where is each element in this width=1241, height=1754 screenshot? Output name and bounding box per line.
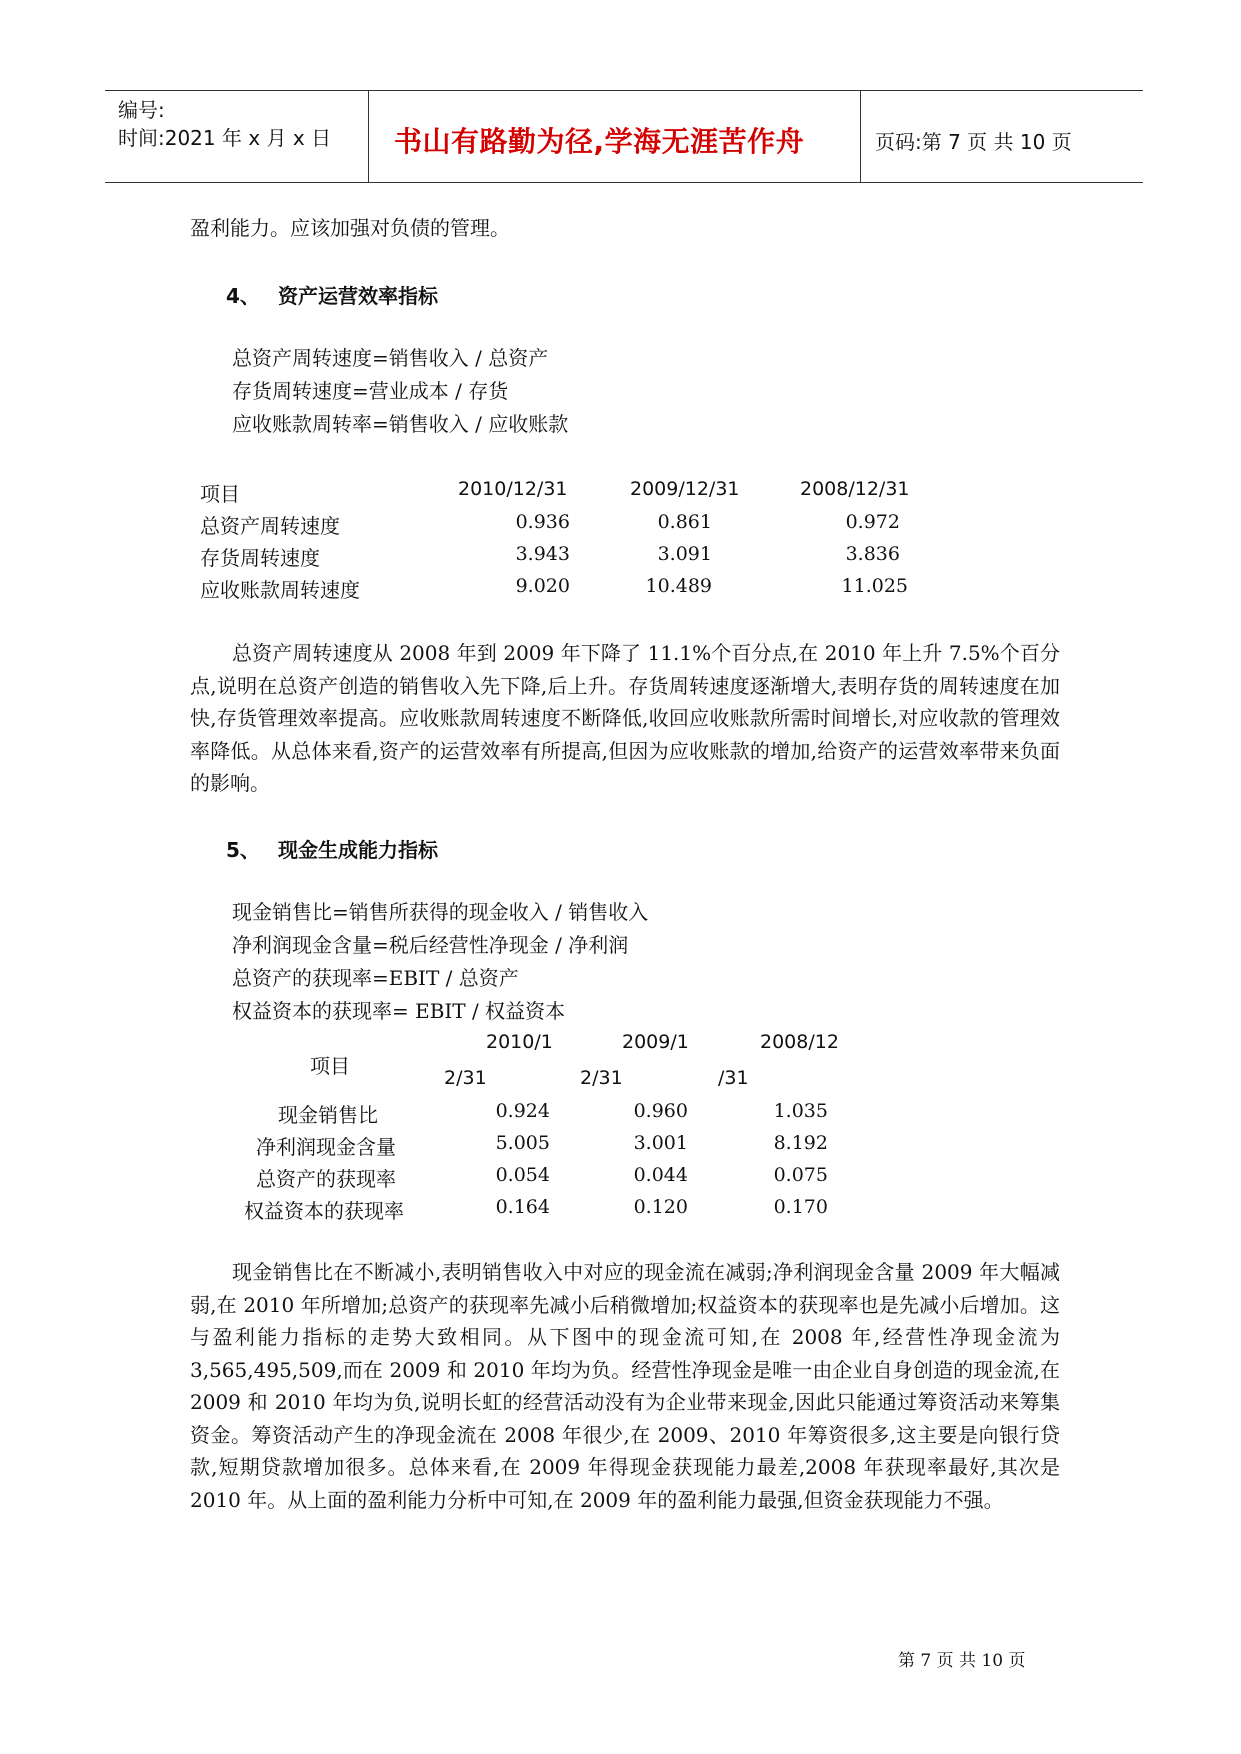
s4-row2-2009: 3.091 — [657, 543, 712, 565]
header-code-label: 编号: — [118, 98, 165, 122]
s5-row2-2010: 5.005 — [495, 1132, 550, 1154]
s5-header-2010-bottom: 2/31 — [444, 1067, 487, 1089]
header-motto: 书山有路勤为径,学海无涯苦作舟 — [394, 125, 805, 158]
section5-formula-4: 权益资本的获现率= EBIT / 权益资本 — [232, 999, 566, 1023]
s4-row3-2010: 9.020 — [515, 575, 570, 597]
s4-row3-2008: 11.025 — [841, 575, 908, 597]
s5-row4-2009: 0.120 — [633, 1196, 688, 1218]
s5-header-2009-bottom: 2/31 — [580, 1067, 623, 1089]
s5-row3-2010: 0.054 — [495, 1164, 550, 1186]
s4-header-item: 项目 — [200, 482, 240, 506]
section5-title: 现金生成能力指标 — [278, 838, 438, 862]
section4-formula-3: 应收账款周转率=销售收入 / 应收账款 — [232, 412, 569, 436]
intro-line: 盈利能力。应该加强对负债的管理。 — [190, 216, 510, 240]
s5-row1-2010: 0.924 — [495, 1100, 550, 1122]
header-bottom-rule — [105, 182, 1143, 183]
section5-formula-2: 净利润现金含量=税后经营性净现金 / 净利润 — [232, 933, 629, 957]
section4-formula-1: 总资产周转速度=销售收入 / 总资产 — [232, 346, 549, 370]
s4-row3-label: 应收账款周转速度 — [200, 578, 360, 602]
header-page-label: 页码:第 7 页 共 10 页 — [875, 130, 1072, 154]
s4-row1-2009: 0.861 — [657, 511, 712, 533]
section5-formula-1: 现金销售比=销售所获得的现金收入 / 销售收入 — [232, 900, 649, 924]
section5-formula-3: 总资产的获现率=EBIT / 总资产 — [232, 966, 519, 990]
page-footer: 第 7 页 共 10 页 — [898, 1651, 1026, 1671]
s4-row2-2010: 3.943 — [515, 543, 570, 565]
s5-row1-2008: 1.035 — [773, 1100, 828, 1122]
s5-row2-2008: 8.192 — [773, 1132, 828, 1154]
s5-row4-2008: 0.170 — [773, 1196, 828, 1218]
section4-paragraph: 总资产周转速度从 2008 年到 2009 年下降了 11.1%个百分点,在 2010 年上升 7.5%个百分点,说明在总资产创造的销售收入先下降,后上升。存货周转速度逐渐增大,表明存货的周转速度在加快,存货管理效率提高。应收账款周转速度不断降低,收回应收账款所需时间增长,对应收款的管理效率降低。从总体来看,资产的运营效率有所提高,但因为应收账款的增加,给资产的运营效率带来负面的影响。 — [190, 641, 1060, 795]
section4-title: 资产运营效率指标 — [278, 284, 438, 308]
section5-paragraph: 现金销售比在不断减小,表明销售收入中对应的现金流在减弱;净利润现金含量 2009 年大幅减弱,在 2010 年所增加;总资产的获现率先减小后稍微增加;权益资本的获现率也是先减小后增加。这与盈利能力指标的走势大致相同。从下图中的现金流可知,在 2008 年,经营性净现金流为 3,565,495,509,而在 2009 和 2010 年均为负。经营性净现金是唯一由企业自身创造的现金流,在 2009 和 2010 年均为负,说明长虹的经营活动没有为企业带来现金,因此只能通过筹资活动来筹集资金。筹资活动产生的净现金流在 2008 年很少,在 2009、2010 年筹资很多,这主要是向银行贷款,短期贷款增加很多。总体来看,在 2009 年得现金获现能力最差,2008 年获现率最好,其次是 2010 年。从上面的盈利能力分析中可知,在 2009 年的盈利能力最强,但资金获现能力不强。 — [190, 1260, 1060, 1512]
header-top-rule — [105, 90, 1143, 91]
s5-header-2008-bottom: /31 — [718, 1067, 749, 1089]
s4-row3-2009: 10.489 — [645, 575, 712, 597]
s4-header-2008: 2008/12/31 — [800, 478, 910, 500]
s4-header-2009: 2009/12/31 — [630, 478, 740, 500]
header-divider-right — [860, 90, 861, 182]
s5-row1-2009: 0.960 — [633, 1100, 688, 1122]
s4-row1-2008: 0.972 — [845, 511, 900, 533]
s5-row3-2009: 0.044 — [633, 1164, 688, 1186]
s5-header-2010-top: 2010/1 — [486, 1031, 553, 1053]
s5-header-item: 项目 — [310, 1054, 350, 1078]
s5-row2-2009: 3.001 — [633, 1132, 688, 1154]
s4-row1-label: 总资产周转速度 — [200, 514, 340, 538]
s5-row1-label: 现金销售比 — [278, 1103, 378, 1127]
section4-number: 4、 — [226, 284, 260, 308]
section4-formula-2: 存货周转速度=营业成本 / 存货 — [232, 379, 509, 403]
s5-row4-2010: 0.164 — [495, 1196, 550, 1218]
s4-row2-2008: 3.836 — [845, 543, 900, 565]
s4-row1-2010: 0.936 — [515, 511, 570, 533]
s4-row2-label: 存货周转速度 — [200, 546, 320, 570]
header-time-label: 时间:2021 年 x 月 x 日 — [118, 126, 332, 150]
s5-header-2009-top: 2009/1 — [622, 1031, 689, 1053]
s4-header-2010: 2010/12/31 — [458, 478, 568, 500]
s5-row3-2008: 0.075 — [773, 1164, 828, 1186]
s5-row2-label: 净利润现金含量 — [256, 1135, 396, 1159]
header-divider-left — [368, 90, 369, 182]
section5-number: 5、 — [226, 838, 260, 862]
s5-header-2008-top: 2008/12 — [760, 1031, 839, 1053]
s5-row4-label: 权益资本的获现率 — [244, 1199, 404, 1223]
s5-row3-label: 总资产的获现率 — [256, 1167, 396, 1191]
